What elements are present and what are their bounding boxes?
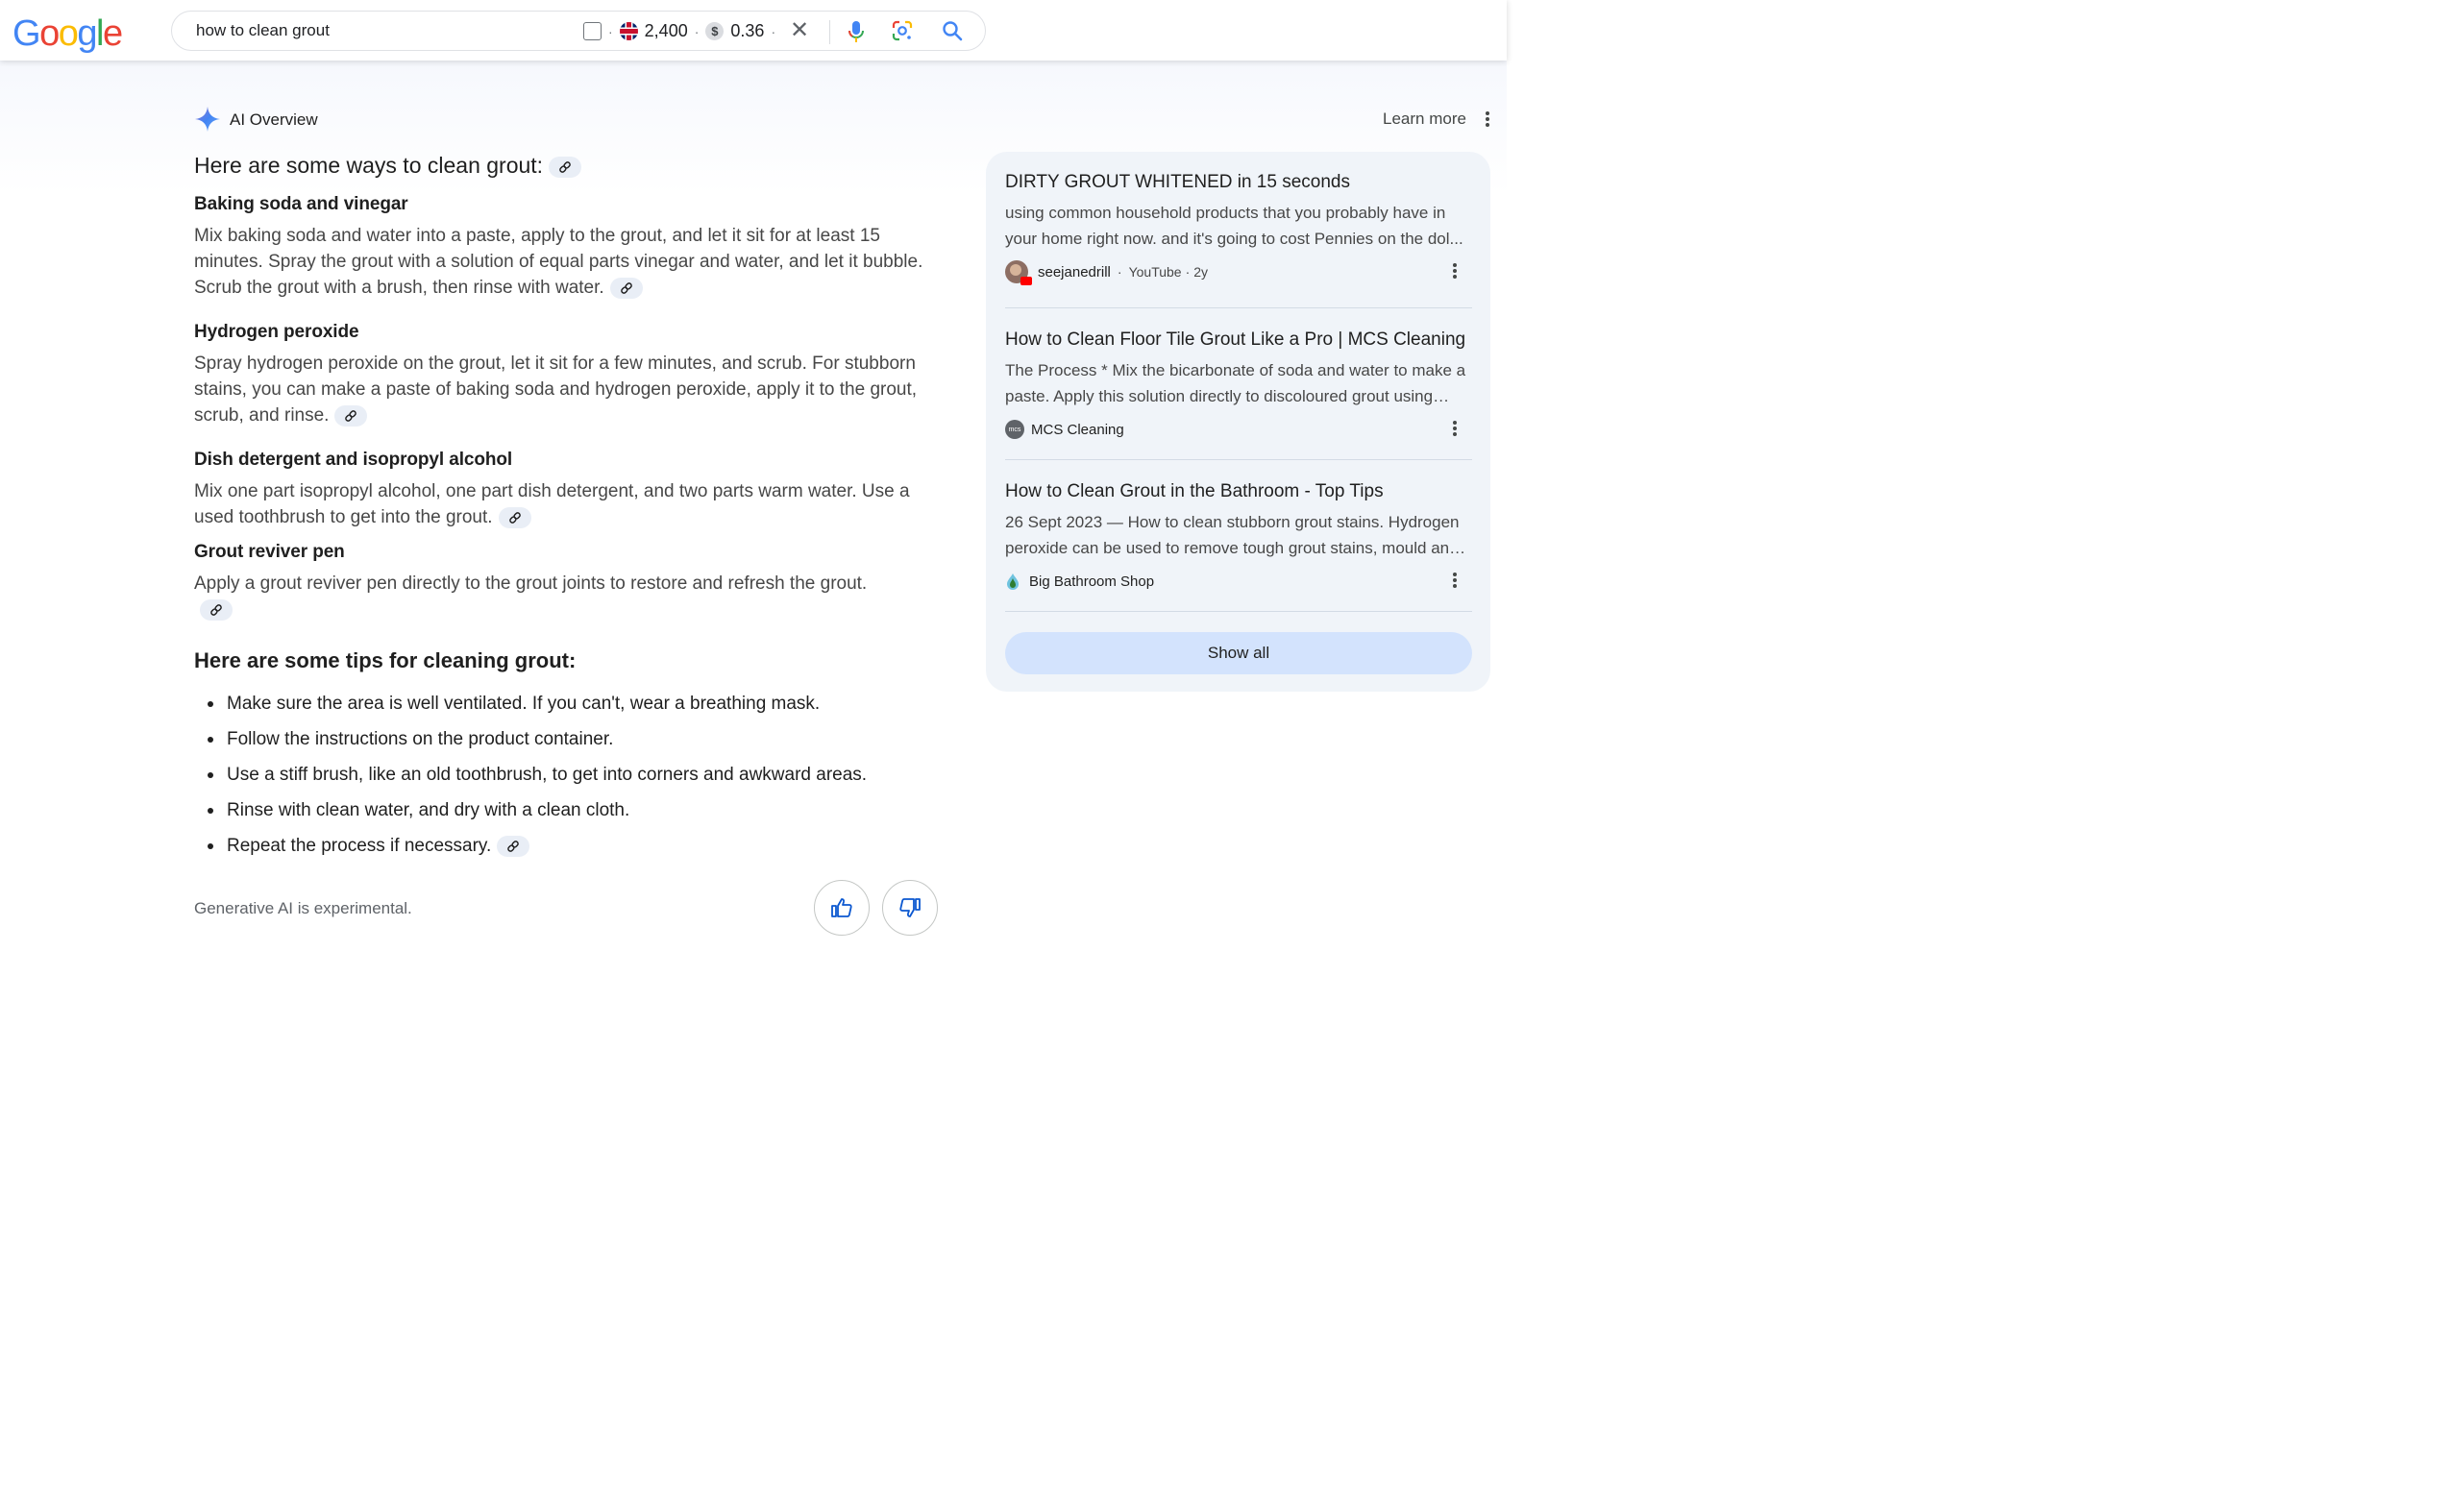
uk-flag-icon [620,22,638,40]
thumbs-up-icon [830,896,853,919]
list-item [194,828,953,864]
list-item: Use a stiff brush, like an old toothbrush, to get into corners and awkward areas. [194,757,953,793]
disclaimer-text: Generative AI is experimental. [194,899,412,917]
source-card[interactable] [1005,329,1472,442]
source-card[interactable] [1005,480,1472,594]
separator-dot: · [694,23,700,39]
link-icon[interactable] [334,405,367,427]
method-text [194,571,886,622]
thumbs-down-button[interactable] [882,880,938,936]
method-text [194,223,944,301]
keyword-metrics [583,21,775,41]
logo-letter: g [77,13,96,54]
source-meta [1005,417,1472,442]
tips-list [194,686,953,864]
drop-icon [1005,573,1020,590]
close-icon[interactable]: ✕ [790,17,810,43]
method-text [194,351,944,428]
more-vert-icon[interactable] [1447,261,1463,283]
tip-text: Repeat the process if necessary. [227,836,492,856]
logo-letter: o [39,13,59,54]
search-divider [829,20,830,44]
ai-overview-title: AI Overview [230,110,318,129]
method-text-body: Mix baking soda and water into a paste, apply to the grout, and let it sit for at least 15 minutes. Spray the grout with a solution of equal parts vinegar and water, and let it bubble. Scrub the grout with a brush, then rinse with water. [194,226,923,298]
search-input[interactable]: how to clean grout [196,21,330,39]
link-icon[interactable] [499,507,531,528]
method-heading: Hydrogen peroxide [194,322,359,342]
source-card[interactable] [1005,171,1472,284]
more-vert-icon[interactable] [1480,110,1495,134]
mic-icon[interactable] [845,19,868,49]
more-vert-icon[interactable] [1447,419,1463,441]
separator-dot: · [771,23,776,39]
avatar [1005,260,1028,283]
list-item: Rinse with clean water, and dry with a clean cloth. [194,793,953,828]
source-age: 2y [1193,264,1209,280]
method-heading: Grout reviver pen [194,542,345,562]
search-volume: 2,400 [644,21,688,40]
sources-panel [986,152,1490,692]
logo-letter: G [12,13,40,54]
google-logo[interactable] [12,12,122,56]
source-divider [1005,459,1472,460]
source-divider [1005,307,1472,308]
source-meta [1005,259,1472,284]
top-bar [0,0,1507,61]
separator-dot: · [1117,264,1122,280]
source-title[interactable]: DIRTY GROUT WHITENED in 15 seconds [1005,172,1350,192]
source-title[interactable]: How to Clean Grout in the Bathroom - Top Tips [1005,481,1384,501]
intro-heading-text: Here are some ways to clean grout: [194,153,544,178]
method-text-body: Mix one part isopropyl alcohol, one part dish detergent, and two parts warm water. Use a used toothbrush to get into the grout. [194,481,910,527]
link-icon[interactable] [497,836,529,857]
youtube-icon [1020,277,1032,285]
logo-letter: e [102,13,122,54]
tips-heading: Here are some tips for cleaning grout: [194,648,577,672]
source-divider [1005,611,1472,612]
keyword-checkbox[interactable] [583,22,602,40]
learn-more-link[interactable]: Learn more [1383,110,1466,128]
thumbs-down-icon [898,896,922,919]
source-author: Big Bathroom Shop [1029,573,1155,590]
cpc-value: 0.36 [730,21,765,40]
method-heading: Baking soda and vinegar [194,194,408,214]
source-meta [1005,569,1472,594]
search-box[interactable] [171,11,986,51]
list-item: Make sure the area is well ventilated. If you can't, wear a breathing mask. [194,686,953,721]
separator-dot: · [1185,264,1191,280]
method-text [194,478,944,530]
source-author: MCS Cleaning [1031,421,1124,438]
link-icon[interactable] [610,278,643,299]
logo-letter: l [95,13,103,54]
source-platform: YouTube [1128,264,1182,280]
dollar-icon: $ [705,22,724,40]
more-vert-icon[interactable] [1447,571,1463,593]
google-lens-icon[interactable] [891,19,914,49]
favicon: mcs [1005,420,1024,439]
intro-heading [194,153,581,179]
source-author: seejanedrill [1038,263,1111,280]
method-heading: Dish detergent and isopropyl alcohol [194,450,513,470]
link-icon[interactable] [549,157,581,178]
method-text-body: Spray hydrogen peroxide on the grout, let it sit for a few minutes, and scrub. For stubborn stains, you can make a paste of baking soda and hydrogen peroxide, apply it to the grout, scrub, and rinse. [194,354,918,426]
show-all-button[interactable]: Show all [1005,632,1472,674]
source-title[interactable]: How to Clean Floor Tile Grout Like a Pro | MCS Cleaning [1005,329,1466,350]
source-snippet: The Process * Mix the bicarbonate of soda and water to make a paste. Apply this solution directly to discoloured grout using… [1005,361,1466,405]
link-icon[interactable] [200,599,233,621]
separator-dot: · [608,23,613,39]
logo-letter: o [58,13,78,54]
thumbs-up-button[interactable] [814,880,870,936]
source-snippet: 26 Sept 2023 — How to clean stubborn grout stains. Hydrogen peroxide can be used to remove tough grout stains, mould an… [1005,513,1466,557]
search-icon[interactable] [941,19,964,49]
method-text-body: Apply a grout reviver pen directly to the grout joints to restore and refresh the grout. [194,573,868,594]
list-item: Follow the instructions on the product container. [194,721,953,757]
ai-sparkle-icon [194,106,221,137]
source-snippet: using common household products that you probably have in your home right now. and it's going to cost Pennies on the dol... [1005,204,1463,248]
